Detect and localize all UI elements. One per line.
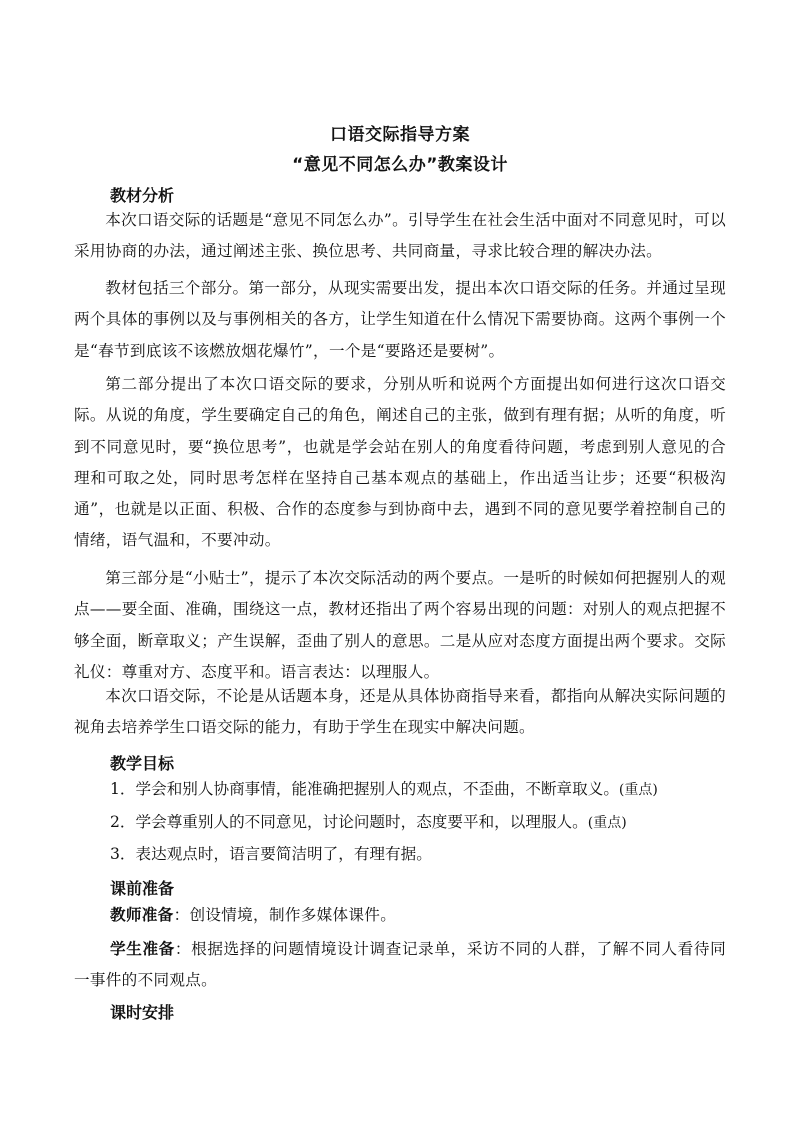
teacher-preparation-text: ：创设情境，制作多媒体课件。 — [173, 906, 397, 924]
paragraph-part-one: 教材包括三个部分。第一部分，从现实需要出发，提出本次口语交际的任务。并通过呈现两个具体的事例以及与事例相关的各方，让学生知道在什么情况下需要协商。这两个事例一个是“春节到底该不该燃放烟花爆竹”，一个是“要路还是要树”。 — [74, 279, 726, 360]
student-preparation-label: 学生准备 — [110, 940, 175, 958]
student-preparation-text: ：根据选择的问题情境设计调查记录单，采访不同的人群，了解不同人看待同一事件的不同观点。 — [74, 940, 727, 990]
goal-item-2 — [110, 807, 730, 839]
paragraph-part-two: 第二部分提出了本次口语交际的要求，分别从听和说两个方面提出如何进行这次口语交际。从说的角度，学生要确定自己的角色，阐述自己的主张，做到有理有据；从听的角度，听到不同意见时，要“换位思考”，也就是学会站在别人的角度看待问题，考虑到别人意见的合理和可取之处，同时思考怎样在坚持自己基本观点的基础上，作出适当让步；还要“积极沟通”，也就是以正面、积极、合作的态度参与到协商中去，遇到不同的意见要学着控制自己的情绪，语气温和，不要冲动。 — [74, 375, 726, 550]
page-title: 口语交际指导方案 — [330, 125, 470, 145]
heading-material-analysis: 教材分析 — [110, 186, 175, 205]
goal-item-text: 3．表达观点时，语言要简洁明了，有理有据。 — [110, 845, 432, 863]
teacher-preparation-label: 教师准备 — [110, 906, 174, 924]
goal-item-text: 2．学会尊重别人的不同意见，讨论问题时，态度要平和，以理服人。 — [110, 813, 588, 831]
heading-class-preparation: 课前准备 — [110, 879, 175, 898]
student-preparation — [74, 934, 726, 997]
heading-schedule: 课时安排 — [110, 1003, 175, 1022]
goal-item-3 — [110, 839, 730, 870]
goal-item-1 — [110, 774, 730, 806]
paragraph-topic: 本次口语交际的话题是“意见不同怎么办”。引导学生在社会生活中面对不同意见时，可以采用协商的办法，通过阐述主张、换位思考、共同商量，寻求比较合理的解决办法。 — [74, 211, 726, 261]
paragraph-part-three: 第三部分是“小贴士”，提示了本次交际活动的两个要点。一是听的时候如何把握别人的观点——要全面、准确，围绕这一点，教材还指出了两个容易出现的问题：对别人的观点把握不够全面，断章取义；产生误解，歪曲了别人的意思。二是从应对态度方面提出两个要求。交际礼仪：尊重对方、态度平和。语言表达：以理服人。 — [74, 569, 726, 681]
teacher-preparation — [74, 900, 726, 931]
goal-item-tag: (重点) — [587, 815, 627, 831]
heading-teaching-goals: 教学目标 — [110, 754, 175, 773]
goal-item-tag: (重点) — [618, 782, 658, 798]
page-subtitle: “意见不同怎么办”教案设计 — [292, 155, 508, 175]
paragraph-summary: 本次口语交际，不论是从话题本身，还是从具体协商指导来看，都指向从解决实际问题的视角去培养学生口语交际的能力，有助于学生在现实中解决问题。 — [74, 687, 726, 737]
goal-item-text: 1．学会和别人协商事情，能准确把握别人的观点，不歪曲，不断章取义。 — [110, 780, 619, 798]
